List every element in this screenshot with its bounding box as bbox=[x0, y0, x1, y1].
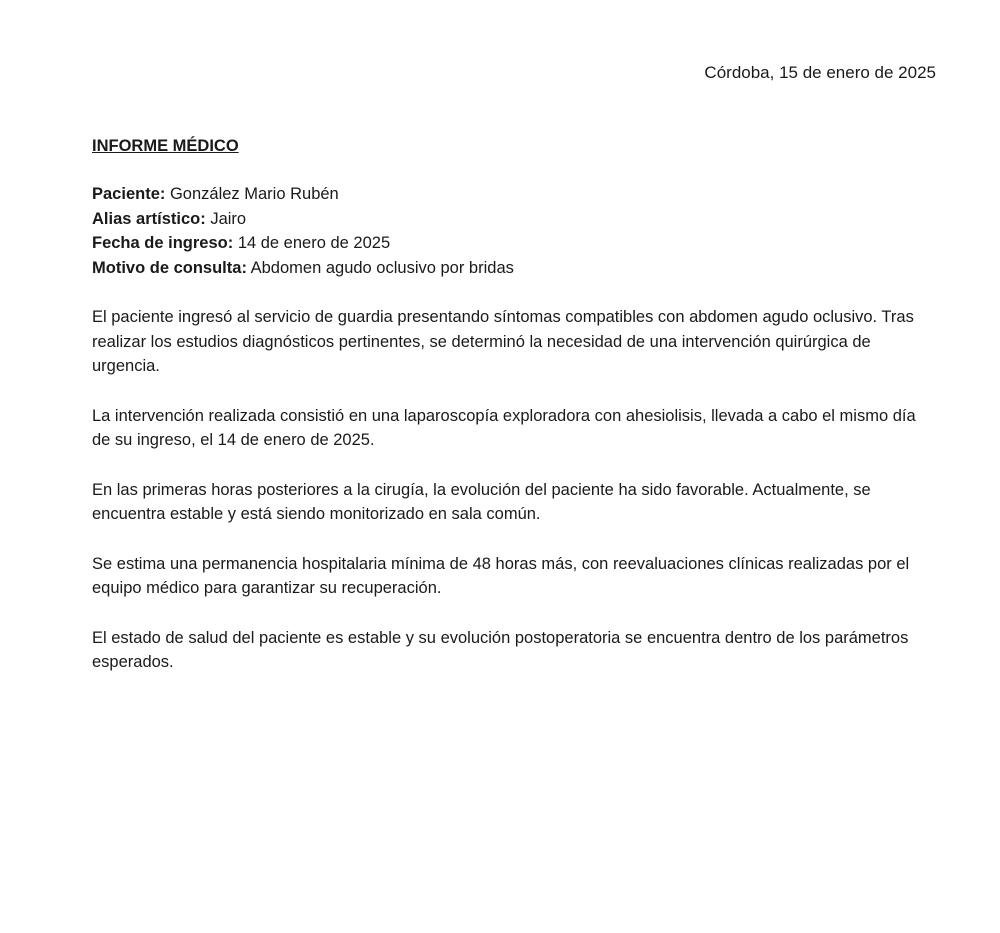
field-admission-date: Fecha de ingreso: 14 de enero de 2025 bbox=[92, 234, 391, 252]
field-value: Abdomen agudo oclusivo por bridas bbox=[250, 258, 514, 277]
field-value: Jairo bbox=[210, 209, 247, 228]
field-label: Alias artístico bbox=[92, 209, 201, 228]
paragraph-intervention: La intervención realizada consistió en una laparoscopía exploradora con ahesiolisis, llevada a cabo el mismo día de su ingreso, el 14 de enero de 2025. bbox=[92, 406, 916, 449]
field-value: González Mario Rubén bbox=[169, 185, 339, 203]
field-reason: Motivo de consulta: Abdomen agudo oclusivo por bridas bbox=[92, 258, 514, 277]
paragraph-evolution: En las primeras horas posteriores a la cirugía, la evolución del paciente ha sido favorable. Actualmente, se encuentra estable y está siendo monitorizado en sala común. bbox=[92, 480, 871, 523]
paragraph-admission: El paciente ingresó al servicio de guardia presentando síntomas compatibles con abdomen agudo oclusivo. Tras realizar los estudios diagnósticos pertinentes, se determinó la necesidad de una intervención quirúrgica de urgencia. bbox=[92, 308, 914, 375]
paragraph-stay: Se estima una permanencia hospitalaria mínima de 48 horas más, con reevaluaciones clínicas realizadas por el equipo médico para garantizar su recuperación. bbox=[92, 554, 910, 597]
field-label: Paciente bbox=[92, 185, 160, 203]
field-label: Fecha de ingreso bbox=[92, 234, 228, 252]
report-title: INFORME MÉDICO bbox=[92, 137, 239, 155]
report-body bbox=[92, 134, 922, 700]
field-value: 14 de enero de 2025 bbox=[237, 234, 391, 252]
field-alias: Alias artístico: Jairo bbox=[92, 209, 247, 228]
patient-fields bbox=[92, 182, 922, 280]
field-patient: Paciente: González Mario Rubén bbox=[92, 185, 339, 203]
field-label: Motivo de consulta bbox=[92, 258, 242, 277]
place-date: Córdoba, 15 de enero de 2025 bbox=[704, 63, 936, 82]
paragraph-status: El estado de salud del paciente es estable y su evolución postoperatoria se encuentra dentro de los parámetros esperados. bbox=[92, 628, 909, 671]
